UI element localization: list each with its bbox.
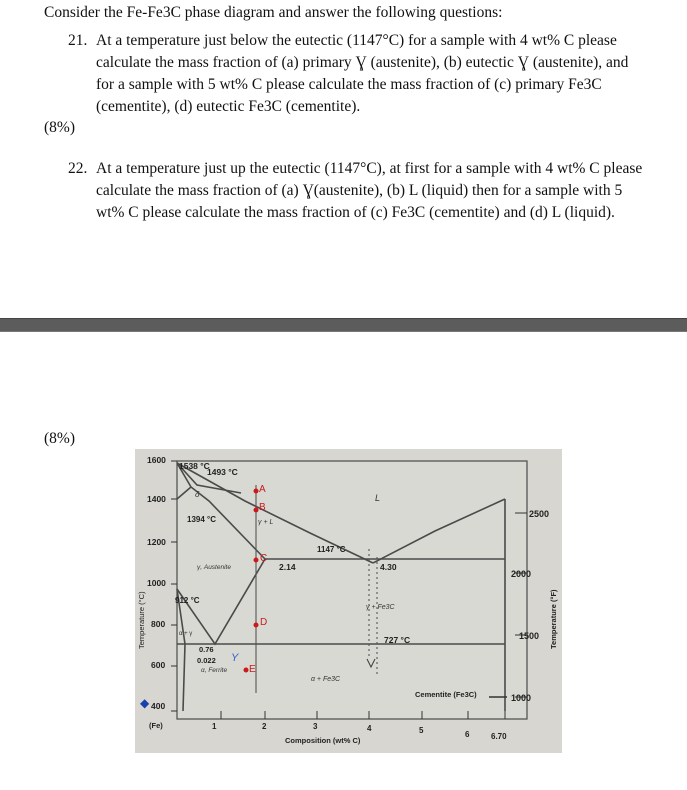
region-gamma-l: γ + L	[258, 519, 274, 526]
phase-diagram-photo	[135, 449, 562, 753]
region-delta: δ	[195, 490, 200, 499]
x-tick-670: 6.70	[491, 732, 507, 741]
label-1394: 1394 °C	[187, 515, 216, 524]
x-tick-5: 5	[419, 726, 424, 735]
diagram-points: (8%)	[44, 430, 75, 447]
y2-tick-1500: 1500	[519, 631, 540, 641]
plot-frame	[177, 461, 527, 719]
page-divider	[0, 318, 687, 332]
x-tick-2: 2	[262, 722, 267, 731]
question-21-line-2: calculate the mass fraction of (a) primary Ɣ (austenite), (b) eutectic Ɣ (austenite), and	[96, 54, 629, 71]
region-austenite: γ, Austenite	[197, 564, 231, 571]
y2-tick-2500: 2500	[529, 509, 550, 519]
region-ferrite: α, Ferrite	[201, 667, 228, 674]
marker-d: D	[260, 617, 268, 628]
label-214: 2.14	[279, 562, 296, 572]
marker-c: C	[260, 553, 268, 564]
question-21-line-1: At a temperature just below the eutectic (1147°C) for a sample with 4 wt% C please	[96, 32, 617, 49]
label-1147: 1147 °C	[317, 545, 346, 554]
y-tick-1200: 1200	[147, 537, 166, 547]
question-22-line-2: calculate the mass fraction of (a) Ɣ(austenite), (b) L (liquid) then for a sample with 5	[96, 182, 623, 199]
question-21-line-4: (cementite), (d) eutectic Fe3C (cementite).	[96, 98, 361, 115]
region-gamma-fe3c: γ + Fe3C	[366, 604, 395, 611]
handwritten-note: Y	[231, 652, 239, 664]
region-alpha-fe3c: α + Fe3C	[311, 676, 341, 683]
label-1538: 1538 °C	[179, 461, 210, 471]
label-1493: 1493 °C	[207, 467, 238, 477]
y-tick-1400: 1400	[147, 494, 166, 504]
x-tick-4: 4	[367, 724, 372, 733]
label-727: 727 °C	[384, 635, 411, 645]
region-liquid: L	[375, 493, 381, 503]
label-912: 912 °C	[175, 596, 200, 605]
y-tick-1000: 1000	[147, 578, 166, 588]
question-22-line-3: wt% C please calculate the mass fraction of (c) Fe3C (cementite) and (d) L (liquid).	[96, 204, 615, 221]
marker-e: E	[249, 664, 256, 675]
region-cementite: Cementite (Fe3C)	[415, 690, 477, 699]
label-0022: 0.022	[197, 656, 216, 665]
x-tick-3: 3	[313, 722, 318, 731]
fe-label: (Fe)	[149, 721, 163, 730]
intro-text: Consider the Fe-Fe3C phase diagram and answer the following questions:	[44, 4, 503, 21]
question-21-line-3: for a sample with 5 wt% C please calculate the mass fraction of (c) primary Fe3C	[96, 76, 602, 93]
marker-b: B	[259, 502, 266, 513]
question-22-line-1: At a temperature just up the eutectic (1147°C), at first for a sample with 4 wt% C please	[96, 160, 643, 177]
arrow-glyph: ◆	[140, 696, 150, 710]
question-22	[68, 158, 668, 228]
y2-tick-2000: 2000	[511, 569, 532, 579]
x-tick-6: 6	[465, 730, 470, 739]
label-430: 4.30	[380, 562, 397, 572]
question-22-number: 22.	[68, 160, 88, 177]
y2-axis-label: Temperature (°F)	[549, 589, 558, 649]
y-axis-label: Temperature (°C)	[137, 591, 146, 649]
label-076: 0.76	[199, 645, 214, 654]
x-tick-1: 1	[212, 722, 217, 731]
region-alpha-gamma: α + γ	[179, 631, 193, 637]
question-21-number: 21.	[68, 32, 88, 49]
question-21-points: (8%)	[44, 119, 75, 136]
y-tick-600: 600	[151, 660, 166, 670]
y2-tick-1000: 1000	[511, 693, 532, 703]
question-21-text	[96, 30, 656, 118]
question-22-text	[96, 158, 656, 224]
marker-a: A	[259, 484, 266, 495]
y-tick-400: 400	[151, 701, 166, 711]
y-tick-800: 800	[151, 619, 166, 629]
x-axis-label: Composition (wt% C)	[285, 736, 361, 745]
y-tick-1600: 1600	[147, 455, 166, 465]
question-21	[68, 30, 668, 120]
